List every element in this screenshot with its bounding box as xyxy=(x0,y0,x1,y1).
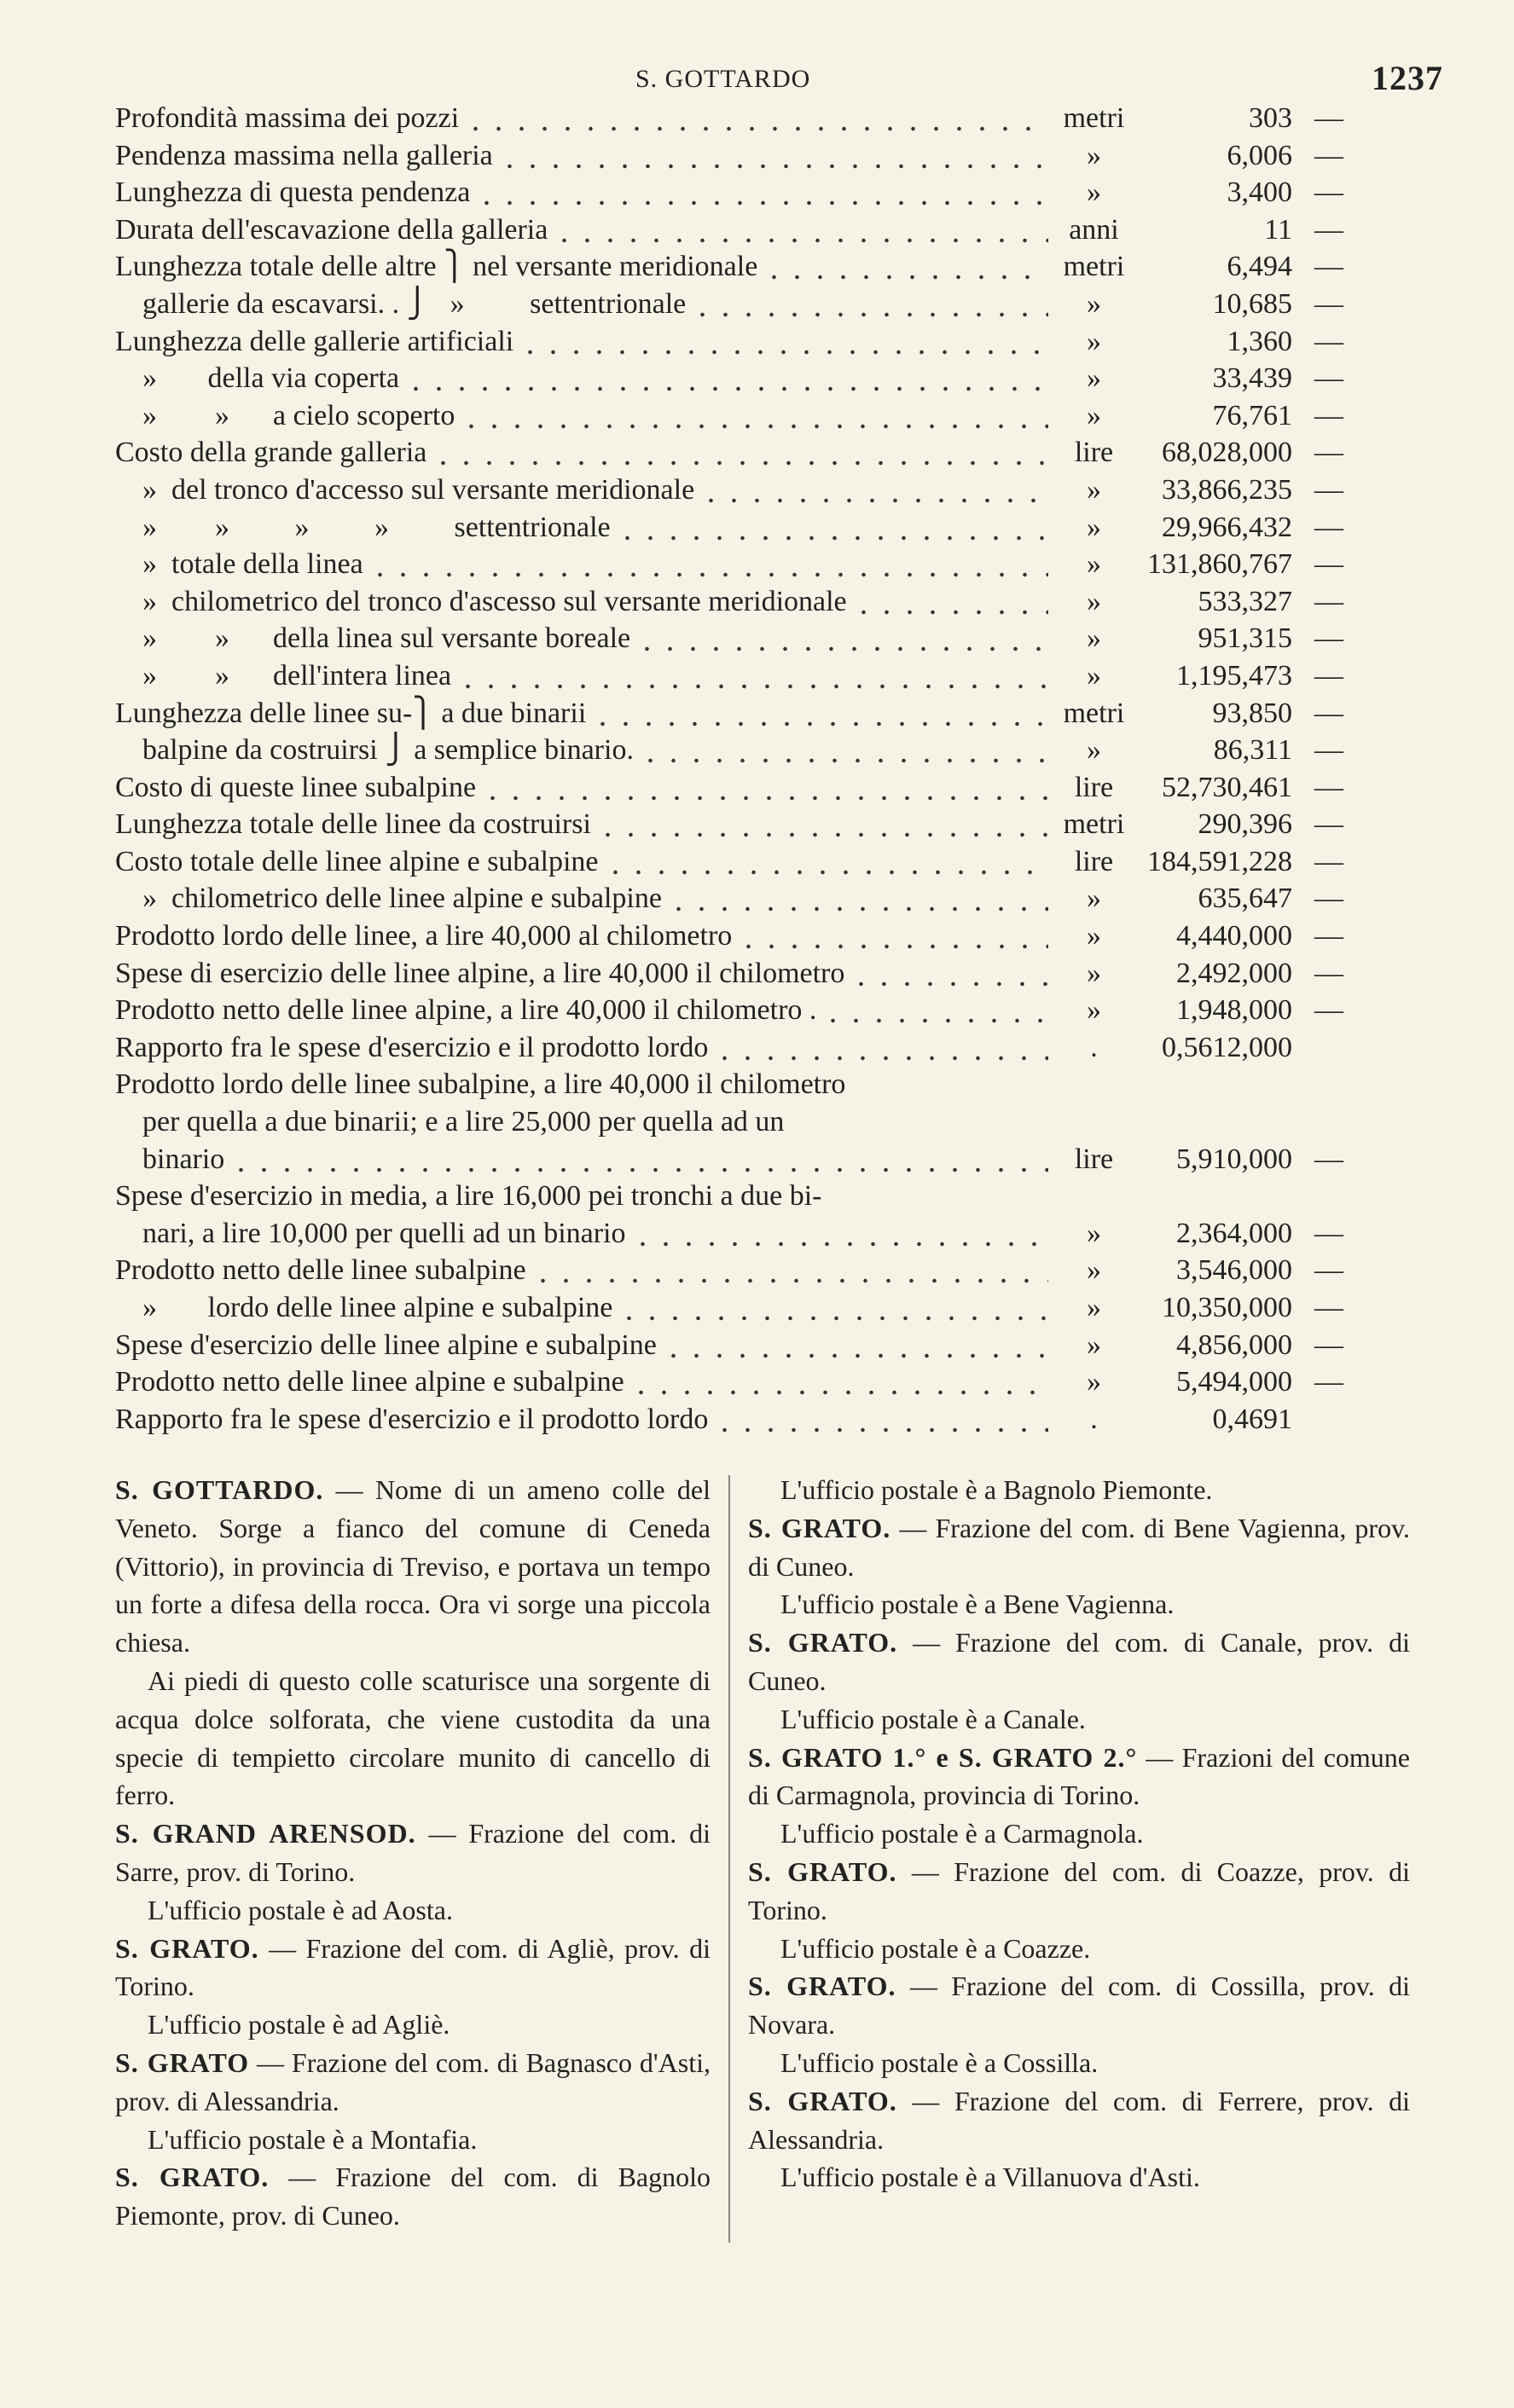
leader-dots xyxy=(784,1103,1053,1141)
stat-label: Costo della grande galleria xyxy=(115,437,427,469)
stat-dash: — xyxy=(1314,808,1343,841)
entry-text: L'ufficio postale è a Carmagnola. xyxy=(780,1818,1144,1849)
stat-label: » » » » settentrionale xyxy=(142,511,611,543)
stat-unit: » xyxy=(1087,622,1101,655)
stat-value: 5,910,000 xyxy=(1176,1143,1292,1175)
entry-text: — Frazione del com. di Bene Vagienna, prov. di Cuneo. xyxy=(748,1512,1411,1582)
stat-dash: — xyxy=(1314,920,1343,952)
stat-unit: » xyxy=(1087,548,1101,581)
stat-value xyxy=(1134,1178,1292,1215)
stat-dash: — xyxy=(1314,957,1343,989)
stat-value: 131,860,767 xyxy=(1147,548,1292,581)
stat-unit: lire xyxy=(1074,437,1114,469)
running-head: S. GOTTARDO xyxy=(635,65,811,93)
gazetteer-entry xyxy=(115,1930,711,2006)
stat-value: 303 xyxy=(1249,102,1292,134)
stat-label: Lunghezza di questa pendenza xyxy=(115,177,471,209)
stat-dash: — xyxy=(1314,511,1343,543)
leader-dots xyxy=(464,100,1048,137)
stat-row xyxy=(115,248,1343,286)
entry-note xyxy=(115,1891,711,1930)
stat-row xyxy=(115,917,1343,955)
stat-row xyxy=(115,174,1343,211)
leader-dots xyxy=(616,509,1048,547)
stat-unit: metri xyxy=(1063,251,1125,283)
stat-dash: — xyxy=(1314,473,1343,506)
entry-heading: S. GRATO. xyxy=(748,2085,897,2116)
stat-value xyxy=(1134,1103,1292,1141)
stat-unit: » xyxy=(1087,957,1101,989)
stat-dash: — xyxy=(1314,177,1343,209)
stat-label: » chilometrico del tronco d'ascesso sul versante meridionale xyxy=(142,585,847,617)
stat-value xyxy=(1134,1066,1292,1103)
stat-label: » » della linea sul versante boreale xyxy=(142,622,631,655)
entry-heading: S. GRATO xyxy=(115,2046,250,2078)
stat-row xyxy=(115,211,1343,249)
gazetteer-entry xyxy=(115,2044,711,2121)
stat-value: 533,327 xyxy=(1198,585,1292,617)
stat-row xyxy=(115,1103,1343,1141)
leader-dots xyxy=(699,472,1048,509)
entry-note xyxy=(115,1662,711,1815)
right-column xyxy=(748,1471,1410,2197)
stat-dash: — xyxy=(1314,1328,1343,1361)
stat-dash: — xyxy=(1314,771,1343,803)
stat-unit: » xyxy=(1087,1328,1101,1361)
stat-label: Lunghezza delle gallerie artificiali xyxy=(115,325,514,357)
stat-unit: » xyxy=(1087,1254,1101,1287)
entry-text: — Frazione del com. di Cossilla, prov. di Novara. xyxy=(748,1971,1411,2040)
stat-label: Prodotto netto delle linee alpine e subalpine xyxy=(115,1366,624,1398)
stat-row xyxy=(115,843,1343,881)
stat-dash: — xyxy=(1314,1217,1343,1249)
stat-dash: — xyxy=(1314,622,1343,655)
stat-row xyxy=(115,1363,1343,1401)
stat-label: Lunghezza delle linee su-⎫ a due binarii xyxy=(115,697,587,729)
stat-unit: » xyxy=(1087,1366,1101,1398)
stat-dash xyxy=(1292,1178,1343,1215)
stat-row xyxy=(115,434,1343,472)
stat-dash: — xyxy=(1314,251,1343,283)
stat-dash: — xyxy=(1314,883,1343,915)
stat-unit: » xyxy=(1087,920,1101,952)
stat-row xyxy=(115,472,1343,509)
stat-value: 3,400 xyxy=(1227,177,1292,209)
leader-dots xyxy=(596,806,1048,843)
stat-dash: — xyxy=(1314,213,1343,246)
leader-dots xyxy=(850,955,1048,993)
leader-dots xyxy=(229,1141,1048,1178)
entry-text: — Frazione del com. di Coazze, prov. di Torino. xyxy=(748,1855,1411,1925)
stat-dash xyxy=(1292,1029,1343,1067)
stat-dash: — xyxy=(1314,362,1343,395)
leader-dots xyxy=(460,397,1048,435)
stat-label: Spese d'esercizio delle linee alpine e subalpine xyxy=(115,1328,657,1361)
entry-text: L'ufficio postale è a Bene Vagienna. xyxy=(780,1589,1175,1620)
stat-value: 76,761 xyxy=(1212,399,1292,431)
entry-text: Ai piedi di questo colle scaturisce una sorgente di acqua dolce solforata, che viene custodita da una specie di tempietto circolare munito di cancello di ferro. xyxy=(115,1664,711,1811)
leader-dots xyxy=(604,843,1049,881)
page-number: 1237 xyxy=(1372,59,1443,97)
leader-dots xyxy=(737,917,1048,955)
stat-row xyxy=(115,1215,1343,1253)
leader-dots xyxy=(631,1215,1049,1253)
entry-text: L'ufficio postale è a Montafia. xyxy=(148,2123,478,2155)
entry-heading: S. GRATO. xyxy=(115,2162,270,2193)
entry-text: L'ufficio postale è a Villanuova d'Asti. xyxy=(780,2162,1200,2193)
stat-value: 2,364,000 xyxy=(1176,1217,1292,1249)
entry-text: L'ufficio postale è a Canale. xyxy=(780,1703,1086,1734)
entry-note xyxy=(115,2121,711,2159)
stat-unit: anni xyxy=(1069,213,1119,246)
stat-row xyxy=(115,583,1343,621)
gazetteer-entry xyxy=(748,1509,1410,1586)
gazetteer-entry xyxy=(748,1739,1410,1815)
gazetteer-entry xyxy=(748,1853,1410,1930)
entry-heading: S. GRATO. xyxy=(748,1627,898,1658)
entry-text: — Nome di un ameno colle del Veneto. Sorge a fianco del comune di Ceneda (Vittorio), in provincia di Treviso, e portava un tempo un forte a difesa della rocca. Ora vi sorge una piccola chiesa. xyxy=(115,1474,711,1658)
leader-dots xyxy=(713,1401,1048,1438)
stat-dash: — xyxy=(1314,1143,1343,1175)
stat-unit xyxy=(1053,1103,1134,1141)
stat-unit: . xyxy=(1090,1031,1098,1063)
leader-dots xyxy=(475,174,1048,211)
stat-label: Prodotto lordo delle linee, a lire 40,000 al chilometro xyxy=(115,920,733,952)
leader-dots xyxy=(635,620,1048,657)
stat-value: 11 xyxy=(1264,213,1292,246)
stat-label: Costo totale delle linee alpine e subalpine xyxy=(115,845,599,877)
stat-value: 1,948,000 xyxy=(1176,994,1292,1027)
entry-text: L'ufficio postale è ad Agliè. xyxy=(148,2009,450,2040)
entry-heading: S. GRATO. xyxy=(748,1855,897,1887)
stat-unit: » xyxy=(1087,287,1101,320)
stat-row xyxy=(115,620,1343,657)
leader-dots xyxy=(629,1363,1048,1401)
leader-dots xyxy=(618,1289,1048,1327)
stat-label: Profondità massima dei pozzi xyxy=(115,102,460,134)
stat-label: nari, a lire 10,000 per quelli ad un binario xyxy=(142,1217,626,1249)
entry-text: — Frazione del com. di Bagnolo Piemonte, prov. di Cuneo. xyxy=(115,2162,711,2231)
leader-dots xyxy=(404,360,1048,397)
stat-unit: » xyxy=(1087,139,1101,171)
stat-value: 1,195,473 xyxy=(1176,659,1292,692)
stat-value: 86,311 xyxy=(1213,734,1292,767)
entry-heading: S. GRATO 1.° e S. GRATO 2.° xyxy=(748,1741,1138,1773)
stat-value: 951,315 xyxy=(1198,622,1292,655)
stat-value: 0,4691 xyxy=(1212,1403,1292,1435)
stat-unit: » xyxy=(1087,177,1101,209)
stat-label: Prodotto netto delle linee alpine, a lire 40,000 il chilometro . xyxy=(115,994,817,1027)
stat-dash: — xyxy=(1314,697,1343,729)
leader-dots xyxy=(368,546,1048,583)
stat-dash: — xyxy=(1314,139,1343,171)
stat-value: 290,396 xyxy=(1198,808,1292,841)
gazetteer-entry xyxy=(115,1815,711,1891)
leader-dots xyxy=(713,1029,1048,1067)
leader-dots xyxy=(432,434,1048,472)
stat-value: 10,350,000 xyxy=(1162,1292,1292,1323)
stat-label: Prodotto netto delle linee subalpine xyxy=(115,1254,526,1287)
stat-row xyxy=(115,137,1343,175)
stat-row xyxy=(115,657,1343,695)
stat-label: gallerie da escavarsi. . ⎭ » settentrionale xyxy=(142,287,687,320)
stat-dash: — xyxy=(1314,399,1343,431)
stat-label: Lunghezza totale delle linee da costruirsi xyxy=(115,808,591,841)
entry-text: — Frazione del com. di Agliè, prov. di Torino. xyxy=(115,1932,711,2002)
left-column xyxy=(115,1471,711,2235)
stat-row xyxy=(115,1178,1343,1215)
stat-label: Rapporto fra le spese d'esercizio e il prodotto lordo xyxy=(115,1403,709,1435)
stat-row xyxy=(115,769,1343,807)
leader-dots xyxy=(845,1066,1053,1103)
stat-label: Pendenza massima nella galleria xyxy=(115,139,493,171)
leader-dots xyxy=(456,657,1048,695)
entry-text: L'ufficio postale è a Cossilla. xyxy=(780,2046,1099,2078)
stat-unit: . xyxy=(1090,1403,1098,1435)
stat-label: » totale della linea xyxy=(142,548,363,581)
stat-value: 6,006 xyxy=(1227,139,1292,171)
stat-dash: — xyxy=(1314,734,1343,767)
stat-row xyxy=(115,100,1343,137)
stat-unit: » xyxy=(1087,883,1101,915)
stat-unit: » xyxy=(1087,1217,1101,1249)
stat-value: 33,866,235 xyxy=(1162,473,1292,506)
stat-row xyxy=(115,546,1343,583)
stat-value: 5,494,000 xyxy=(1176,1366,1292,1398)
entry-note xyxy=(115,2006,711,2044)
entry-note xyxy=(748,1471,1410,1509)
entry-text: — Frazione del com. di Canale, prov. di Cuneo. xyxy=(748,1627,1411,1696)
stat-unit: » xyxy=(1087,511,1101,543)
stat-dash: — xyxy=(1314,1254,1343,1287)
stat-row xyxy=(115,286,1343,323)
stat-row xyxy=(115,1401,1343,1438)
gazetteer-entry xyxy=(748,1967,1410,2044)
stat-value: 0,5612,000 xyxy=(1162,1031,1292,1063)
stat-value: 635,647 xyxy=(1198,883,1292,915)
leader-dots xyxy=(498,137,1048,175)
entry-text: — Frazione del com. di Sarre, prov. di Torino. xyxy=(115,1818,711,1887)
stat-label: » chilometrico delle linee alpine e subalpine xyxy=(142,883,662,915)
stat-label: per quella a due binarii; e a lire 25,000 per quella ad un xyxy=(142,1106,785,1138)
leader-dots xyxy=(639,732,1048,769)
entry-text: — Frazione del com. di Bagnasco d'Asti, prov. di Alessandria. xyxy=(115,2046,711,2116)
stat-row xyxy=(115,1289,1343,1327)
stat-unit: » xyxy=(1087,659,1101,692)
entry-heading: S. GOTTARDO. xyxy=(115,1474,324,1505)
gazetteer-entry xyxy=(115,2158,711,2235)
leader-dots xyxy=(852,583,1048,621)
leader-dots xyxy=(763,248,1048,286)
stat-row xyxy=(115,955,1343,993)
stat-row xyxy=(115,880,1343,917)
stat-unit: » xyxy=(1087,473,1101,506)
stat-dash: — xyxy=(1314,1292,1343,1323)
gazetteer-entry xyxy=(748,1624,1410,1700)
stat-row xyxy=(115,806,1343,843)
stat-value: 4,856,000 xyxy=(1176,1328,1292,1361)
stat-dash: — xyxy=(1314,325,1343,357)
leader-dots xyxy=(691,286,1048,323)
stat-dash: — xyxy=(1314,437,1343,469)
stat-dash: — xyxy=(1314,548,1343,581)
stat-dash: — xyxy=(1314,102,1343,134)
stat-dash: — xyxy=(1314,994,1343,1027)
stat-dash: — xyxy=(1314,1366,1343,1398)
entry-note xyxy=(748,1930,1410,1968)
entry-heading: S. GRAND ARENSOD. xyxy=(115,1818,416,1849)
stat-row xyxy=(115,732,1343,769)
leader-dots xyxy=(667,880,1048,917)
stat-row xyxy=(115,1252,1343,1289)
stat-row xyxy=(115,360,1343,397)
stat-value: 93,850 xyxy=(1212,697,1292,729)
stat-label: balpine da costruirsi ⎭ a semplice binario. xyxy=(142,734,634,767)
entry-heading: S. GRATO. xyxy=(748,1512,891,1543)
gazetteer-entry xyxy=(115,1471,711,1662)
stat-label: » del tronco d'accesso sul versante meridionale xyxy=(142,473,695,506)
stat-unit: lire xyxy=(1074,1143,1114,1175)
stat-label: Spese di esercizio delle linee alpine, a lire 40,000 il chilometro xyxy=(115,957,845,989)
stat-value: 4,440,000 xyxy=(1176,920,1292,952)
stat-dash: — xyxy=(1314,585,1343,617)
entry-text: L'ufficio postale è ad Aosta. xyxy=(148,1894,453,1925)
stat-label: Rapporto fra le spese d'esercizio e il prodotto lordo xyxy=(115,1031,709,1063)
leader-dots xyxy=(481,769,1048,807)
leader-dots xyxy=(553,211,1048,249)
stat-label: » lordo delle linee alpine e subalpine xyxy=(142,1292,613,1323)
entry-note xyxy=(748,2158,1410,2197)
stat-value: 29,966,432 xyxy=(1162,511,1292,543)
entry-note xyxy=(748,1585,1410,1624)
stat-unit: » xyxy=(1087,585,1101,617)
stat-value: 52,730,461 xyxy=(1162,771,1292,803)
stat-value: 6,494 xyxy=(1227,251,1292,283)
leader-dots xyxy=(821,992,1048,1029)
stat-unit: » xyxy=(1087,399,1101,431)
leader-dots xyxy=(662,1327,1048,1364)
stat-value: 68,028,000 xyxy=(1162,437,1292,469)
stat-row xyxy=(115,1066,1343,1103)
stat-unit: » xyxy=(1087,362,1101,395)
stat-label: Lunghezza totale delle altre ⎫ nel versante meridionale xyxy=(115,251,758,283)
stat-dash xyxy=(1292,1066,1343,1103)
entry-note xyxy=(748,1815,1410,1853)
stat-dash xyxy=(1292,1401,1343,1438)
stat-label: Costo di queste linee subalpine xyxy=(115,771,477,803)
entry-text: L'ufficio postale è a Coazze. xyxy=(780,1932,1091,1964)
stat-row xyxy=(115,695,1343,732)
stat-unit: metri xyxy=(1063,102,1125,134)
gazetteer-entry xyxy=(748,2082,1410,2159)
stat-label: » della via coperta xyxy=(142,362,400,395)
entry-text: — Frazione del com. di Ferrere, prov. di Alessandria. xyxy=(748,2085,1411,2155)
leader-dots xyxy=(591,695,1048,732)
stat-value: 2,492,000 xyxy=(1176,957,1292,989)
stat-row xyxy=(115,1327,1343,1364)
stat-value: 1,360 xyxy=(1227,325,1292,357)
stat-unit: » xyxy=(1087,325,1101,357)
stat-dash: — xyxy=(1314,287,1343,320)
stat-label: binario xyxy=(142,1143,225,1175)
stat-unit: lire xyxy=(1074,771,1114,803)
stat-label: » » dell'intera linea xyxy=(142,659,452,692)
stat-value: 3,546,000 xyxy=(1176,1254,1292,1287)
entry-text: L'ufficio postale è a Bagnolo Piemonte. xyxy=(780,1474,1213,1505)
stat-unit: » xyxy=(1087,994,1101,1027)
stat-row xyxy=(115,1029,1343,1067)
stat-dash xyxy=(1292,1103,1343,1141)
entry-text: — Frazioni del comune di Carmagnola, provincia di Torino. xyxy=(748,1741,1410,1811)
stat-value: 184,591,228 xyxy=(1147,845,1292,877)
entry-note xyxy=(748,2044,1410,2082)
entry-note xyxy=(748,1700,1410,1739)
column-divider xyxy=(728,1475,730,2243)
stat-row xyxy=(115,1141,1343,1178)
stat-label: Spese d'esercizio in media, a lire 16,000 pei tronchi a due bi- xyxy=(115,1180,822,1213)
stat-row xyxy=(115,323,1343,361)
leader-dots xyxy=(519,323,1048,361)
stat-row xyxy=(115,397,1343,435)
stat-unit: metri xyxy=(1063,808,1125,841)
stat-unit xyxy=(1053,1066,1134,1103)
entry-heading: S. GRATO. xyxy=(748,1971,896,2002)
entry-heading: S. GRATO. xyxy=(115,1932,259,1964)
stat-row xyxy=(115,992,1343,1029)
stat-dash: — xyxy=(1314,845,1343,877)
leader-dots xyxy=(821,1178,1053,1215)
stat-unit xyxy=(1053,1178,1134,1215)
leader-dots xyxy=(531,1252,1048,1289)
stat-unit: metri xyxy=(1063,697,1125,729)
stat-label: Prodotto lordo delle linee subalpine, a lire 40,000 il chilometro xyxy=(115,1068,846,1101)
stat-label: Durata dell'escavazione della galleria xyxy=(115,213,548,246)
stat-label: » » a cielo scoperto xyxy=(142,399,455,431)
stat-unit: » xyxy=(1087,1292,1101,1323)
statistics-table xyxy=(115,100,1343,1438)
stat-dash: — xyxy=(1314,659,1343,692)
stat-unit: » xyxy=(1087,734,1101,767)
stat-row xyxy=(115,509,1343,547)
stat-value: 10,685 xyxy=(1212,287,1292,320)
stat-value: 33,439 xyxy=(1212,362,1292,395)
stat-unit: lire xyxy=(1074,845,1114,877)
